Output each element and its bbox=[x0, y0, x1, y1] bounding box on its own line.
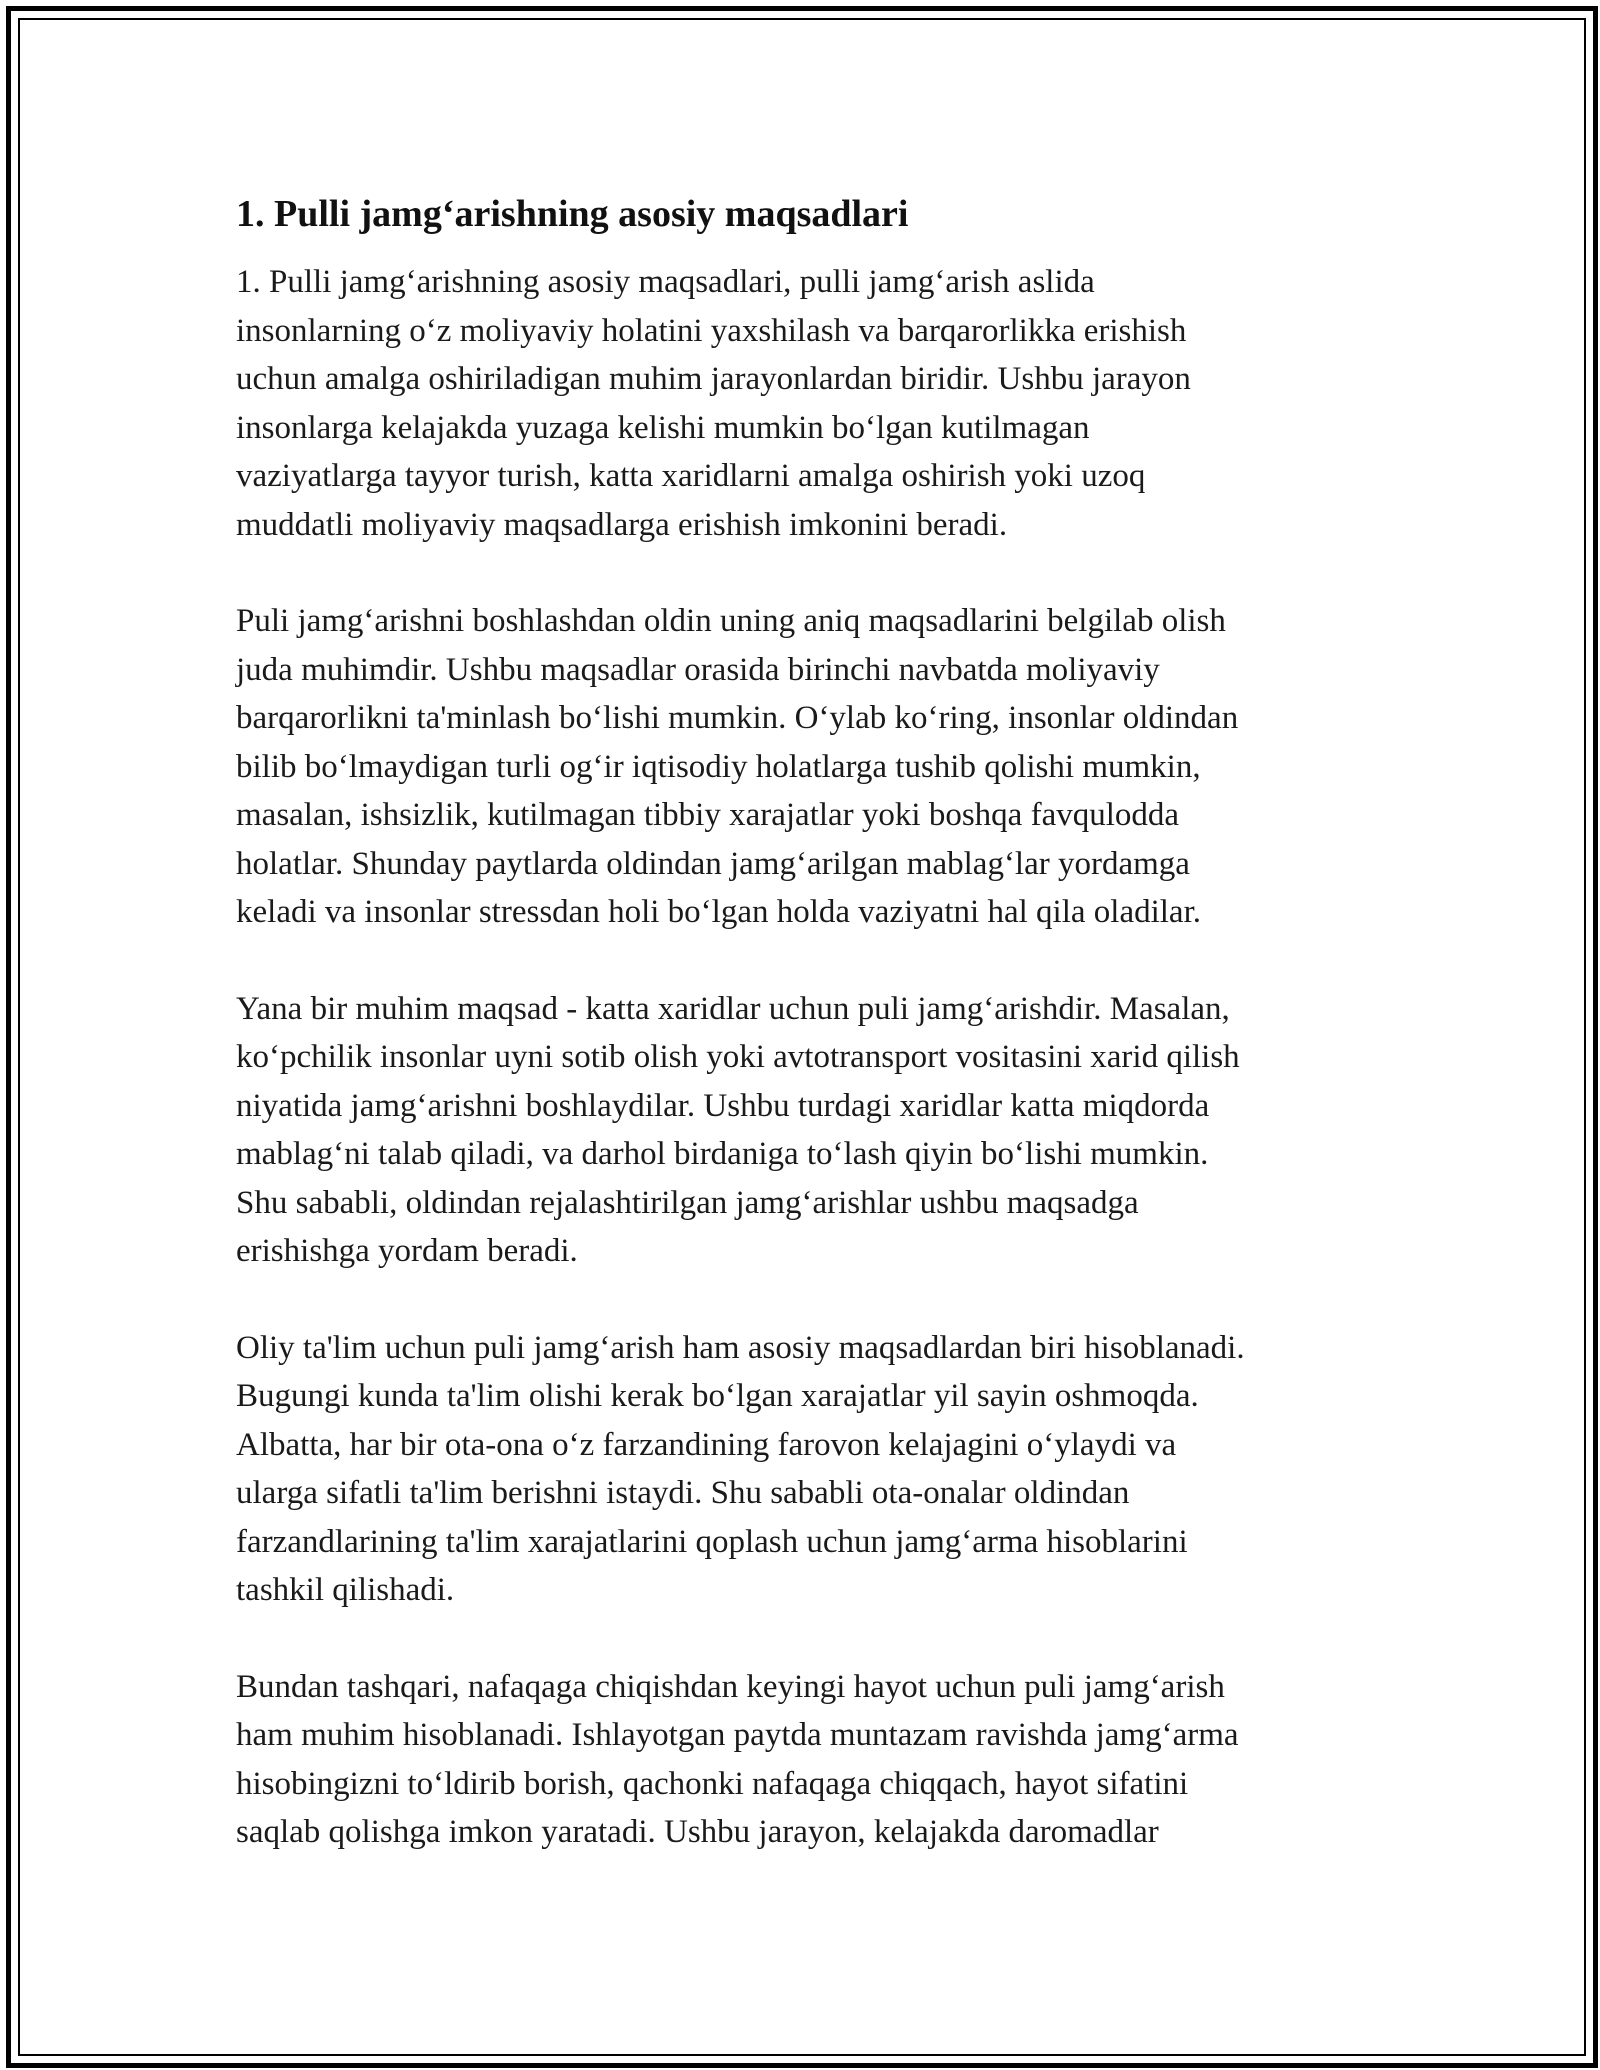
paragraph-3: Yana bir muhim maqsad - katta xaridlar uchun puli jamg‘arishdir. Masalan, ko‘pchilik insonlar uyni sotib olish yoki avtotransport vositasini xarid qilish niyatida jamg‘arishni boshlaydilar. Ushbu turdagi xaridlar katta miqdorda mablag‘ni talab qiladi, va darhol birdaniga to‘lash qiyin bo‘lishi mumkin. Shu sababli, oldindan rejalashtirilgan jamg‘arishlar ushbu maqsadga erishishga yordam beradi. bbox=[236, 990, 1240, 1269]
section-heading: 1. Pulli jamg‘arishning asosiy maqsadlari bbox=[236, 193, 909, 235]
paragraph-4: Oliy ta'lim uchun puli jamg‘arish ham asosiy maqsadlardan biri hisoblanadi. Bugungi kunda ta'lim olishi kerak bo‘lgan xarajatlar yil sayin oshmoqda. Albatta, har bir ota-ona o‘z farzandining farovon kelajagini o‘ylaydi va ularga sifatli ta'lim berishni istaydi. Shu sababli ota-onalar oldindan farzandlarining ta'lim xarajatlarini qoplash uchun jamg‘arma hisoblarini tashkil qilishadi. bbox=[236, 1329, 1245, 1608]
paragraph-1: 1. Pulli jamg‘arishning asosiy maqsadlari, pulli jamg‘arish aslida insonlarning o‘z moliyaviy holatini yaxshilash va barqarorlikka erishish uchun amalga oshiriladigan muhim jarayonlardan biridir. Ushbu jarayon insonlarga kelajakda yuzaga kelishi mumkin bo‘lgan kutilmagan vaziyatlarga tayyor turish, katta xaridlarni amalga oshirish yoki uzoq muddatli moliyaviy maqsadlarga erishish imkonini beradi. bbox=[236, 264, 1191, 543]
paragraph-5: Bundan tashqari, nafaqaga chiqishdan keyingi hayot uchun puli jamg‘arish ham muhim hisoblanadi. Ishlayotgan paytda muntazam ravishda jamg‘arma hisobingizni to‘ldirib borish, qachonki nafaqaga chiqqach, hayot sifatini saqlab qolishga imkon yaratadi. Ushbu jarayon, kelajakda daromadlar bbox=[236, 1668, 1239, 1850]
document-body bbox=[236, 188, 1371, 1905]
paragraph-2: Puli jamg‘arishni boshlashdan oldin uning aniq maqsadlarini belgilab olish juda muhimdir. Ushbu maqsadlar orasida birinchi navbatda moliyaviy barqarorlikni ta'minlash bo‘lishi mumkin. O‘ylab ko‘ring, insonlar oldindan bilib bo‘lmaydigan turli og‘ir iqtisodiy holatlarga tushib qolishi mumkin, masalan, ishsizlik, kutilmagan tibbiy xarajatlar yoki boshqa favqulodda holatlar. Shunday paytlarda oldindan jamg‘arilgan mablag‘lar yordamga keladi va insonlar stressdan holi bo‘lgan holda vaziyatni hal qila oladilar. bbox=[236, 603, 1239, 930]
